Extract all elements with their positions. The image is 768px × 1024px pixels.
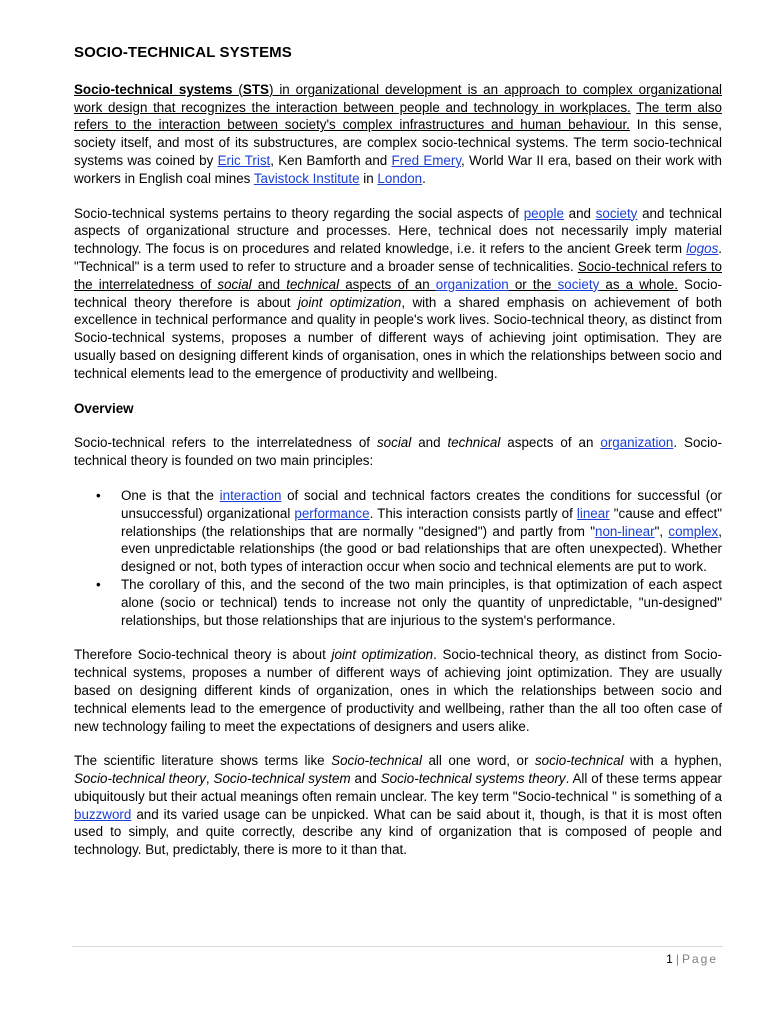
- link-people[interactable]: people: [523, 205, 564, 221]
- link-buzzword[interactable]: buzzword: [74, 806, 132, 822]
- list-item: • The corollary of this, and the second of the two main principles, is that optimization of each aspect alone (socio or technical) tends to increase not only the quantity of unpredictable, "un-designed" relationships, but those relationships that are injurious to the system's performance.: [96, 576, 722, 628]
- page-title: SOCIO-TECHNICAL SYSTEMS: [74, 44, 292, 61]
- term-sts: Socio-technical systems: [74, 81, 233, 97]
- intro-underlined-definition: Socio-technical systems (STS) in organizational development is an approach to complex organizational work design that recognizes the interaction between people and technology in workplaces.: [74, 81, 722, 115]
- overview-paragraph: Socio-technical refers to the interrelatedness of social and technical aspects of an organization. Socio-technical theory is founded on two main principles:: [74, 435, 722, 469]
- bullet-icon: •: [96, 576, 101, 592]
- literature-paragraph: The scientific literature shows terms like Socio-technical all one word, or socio-technical with a hyphen, Socio-technical theory, Socio-technical system and Socio-technical systems theory. All of these terms appear ubiquitously but their actual meanings often remain unclear. The key term "Socio-technical " is something of a buzzword and its varied usage can be unpicked. What can be said about it, though, is that it is most often used to simply, and quite correctly, describe any kind of organization that is composed of people and technology. But, predictably, there is more to it than that.: [74, 753, 722, 858]
- joint-optimization-paragraph: Therefore Socio-technical theory is about joint optimization. Socio-technical theory, as distinct from Socio-technical systems, proposes a number of different ways of achieving joint optimization. They are usually based on designing different kinds of organization, ones in which the relationships between socio and technical elements lead to the emergence of productivity and wellbeing, rather than the all too often case of new technology failing to meet the expectations of designers and users alike.: [74, 647, 722, 734]
- link-performance[interactable]: performance: [294, 505, 370, 521]
- link-organization-overview[interactable]: organization: [600, 435, 674, 451]
- link-society[interactable]: society: [595, 205, 638, 221]
- page-number: 1: [666, 952, 673, 966]
- footer-divider: [72, 946, 723, 947]
- intro-paragraph: Socio-technical systems (STS) in organizational development is an approach to complex organizational work design that recognizes the interaction between people and technology in workplaces. The term also refers to the interaction between society's complex infrastructures and human behaviour. In this sense, society itself, and most of its substructures, are complex socio-technical systems. The term socio-technical systems was coined by Eric Trist, Ken Bamforth and Fred Emery, World War II era, based on their work with workers in English coal mines Tavistock Institute in London.: [74, 81, 722, 186]
- list-item: • One is that the interaction of social and technical factors creates the conditions for successful (or unsuccessful) organizational performance. This interaction consists partly of linear "cause and effect" relationships (the relationships that are normally "designed") and partly from "non-linear", complex, even unpredictable relationships (the good or bad relationships that are often unexpected). Whether designed or not, both types of interaction occur when socio and technical elements are put to work.: [96, 487, 722, 575]
- link-eric-trist[interactable]: Eric Trist: [217, 152, 271, 168]
- link-complex[interactable]: complex: [668, 523, 719, 539]
- link-logos[interactable]: logos: [686, 241, 719, 257]
- underlined-definition: Socio-technical refers to the interrelatedness of social and technical aspects of an organization or the society as a whole.: [74, 258, 722, 292]
- link-society-2[interactable]: society: [557, 276, 600, 292]
- theory-paragraph: Socio-technical systems pertains to theory regarding the social aspects of people and society and technical aspects of organizational structure and processes. Here, technical does not necessarily imply material technology. The focus is on procedures and related knowledge, i.e. it refers to the ancient Greek term logos. "Technical" is a term used to refer to structure and a broader sense of technicalities. Socio-technical refers to the interrelatedness of social and technical aspects of an organization or the society as a whole. Socio-technical theory therefore is about joint optimization, with a shared emphasis on achievement of both excellence in technical performance and quality in people's work lives. Socio-technical theory, as distinct from Socio-technical systems, proposes a number of different ways of achieving joint optimisation. They are usually based on designing different kinds of organisation, ones in which the relationships between socio and technical elements lead to the emergence of productivity and wellbeing.: [74, 205, 722, 381]
- overview-heading: Overview: [74, 400, 134, 416]
- term-sts-abbrev: STS: [242, 81, 269, 97]
- document-page: [74, 44, 722, 876]
- link-fred-emery[interactable]: Fred Emery: [391, 152, 462, 168]
- intro-underlined-society: The term also refers to the interaction between society's complex infrastructures and human behaviour.: [74, 99, 722, 133]
- link-interaction[interactable]: interaction: [219, 487, 282, 503]
- link-linear[interactable]: linear: [576, 505, 610, 521]
- bullet-icon: •: [96, 487, 101, 503]
- link-london[interactable]: London: [377, 170, 423, 186]
- page-footer: [666, 951, 718, 969]
- link-tavistock-institute[interactable]: Tavistock Institute: [253, 170, 360, 186]
- principles-list: [74, 487, 722, 629]
- link-non-linear[interactable]: non-linear: [595, 523, 655, 539]
- page-label: Page: [681, 952, 718, 966]
- footer-separator: |: [675, 952, 679, 966]
- link-organization[interactable]: organization: [435, 276, 509, 292]
